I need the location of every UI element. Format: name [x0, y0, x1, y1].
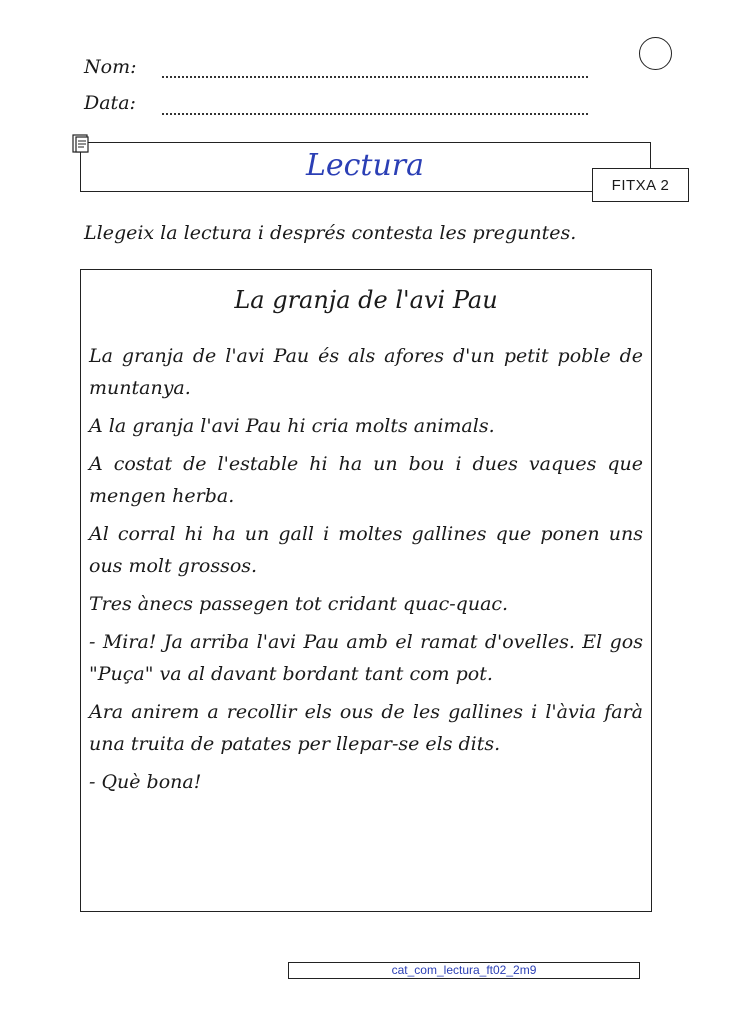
- instruction-text: Llegeix la lectura i després contesta les preguntes.: [84, 222, 577, 244]
- header-frame-bottom: [80, 191, 592, 192]
- reading-text: [89, 340, 643, 804]
- paragraph: La granja de l'avi Pau és als afores d'un petit poble de muntanya.: [89, 345, 643, 399]
- section-title: Lectura: [305, 148, 425, 183]
- paragraph: A la granja l'avi Pau hi cria molts animals.: [89, 415, 495, 437]
- reading-title: La granja de l'avi Pau: [234, 286, 498, 314]
- header-frame-right: [650, 142, 651, 168]
- name-line[interactable]: [162, 75, 588, 78]
- paragraph: - Què bona!: [89, 771, 202, 793]
- paragraph: A costat de l'estable hi ha un bou i dues vaques que mengen herba.: [89, 453, 643, 507]
- reading-box: [80, 269, 652, 912]
- header-frame-top: [80, 142, 651, 143]
- score-circle[interactable]: [639, 37, 672, 70]
- name-label: Nom:: [84, 56, 137, 78]
- worksheet-badge: FITXA 2: [592, 168, 689, 202]
- footer-code: cat_com_lectura_ft02_2m9: [288, 962, 640, 979]
- document-icon: [72, 134, 90, 154]
- date-line[interactable]: [162, 112, 588, 115]
- paragraph: Ara anirem a recollir els ous de les gallines i l'àvia farà una truita de patates per llepar-se els dits.: [89, 701, 643, 755]
- paragraph: Tres ànecs passegen tot cridant quac-quac.: [89, 593, 509, 615]
- paragraph: Al corral hi ha un gall i moltes gallines que ponen uns ous molt grossos.: [89, 523, 643, 577]
- date-label: Data:: [84, 92, 136, 114]
- paragraph: - Mira! Ja arriba l'avi Pau amb el ramat d'ovelles. El gos "Puça" va al davant bordant tant com pot.: [89, 631, 643, 685]
